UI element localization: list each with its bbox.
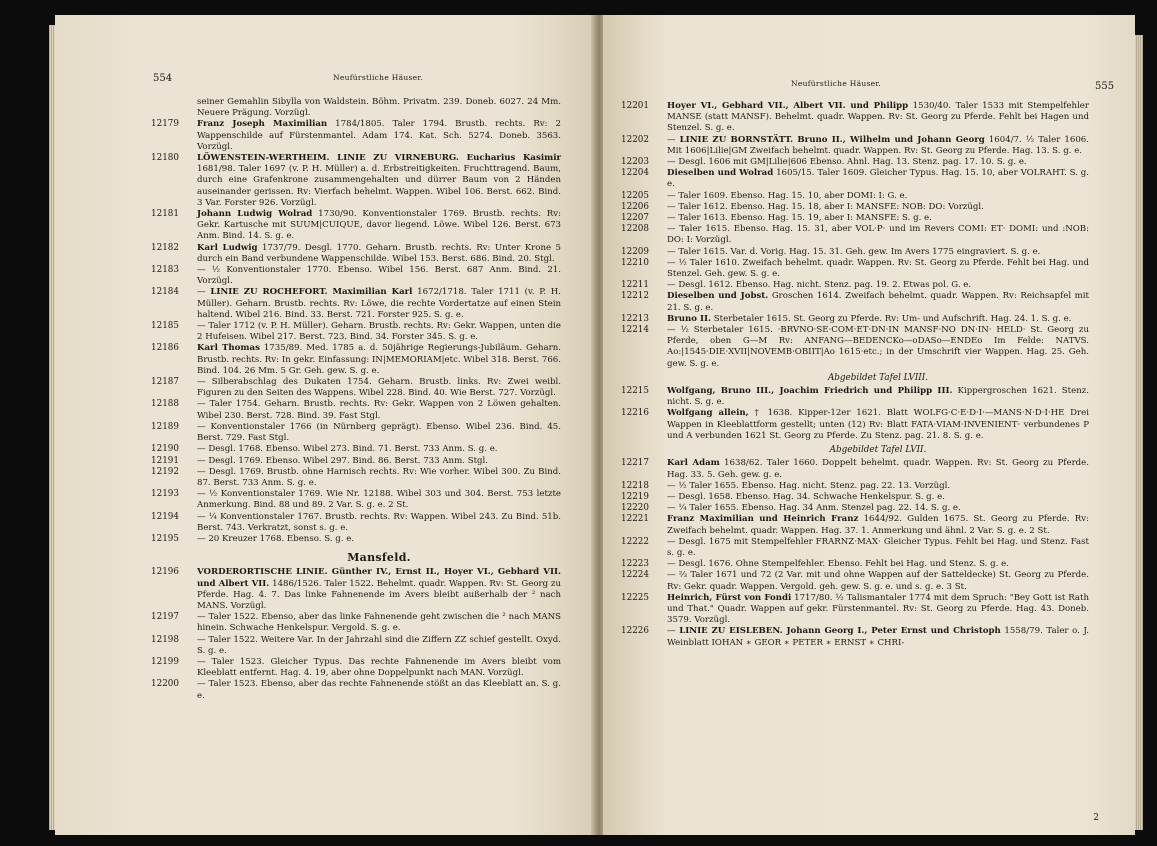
- entry-number: 12198: [151, 634, 179, 645]
- entry-number: 12185: [151, 321, 179, 332]
- entry-text: — Desgl. 1769. Brustb. ohne Harnisch rechts. Rv: Wie vorher. Wibel 300. Zu Bind. 87. Berst. 733 Anm. S. g. e.: [197, 466, 561, 488]
- entry-number: 12196: [151, 567, 179, 578]
- entry-text: — LINIE ZU BORNSTÄTT. Bruno II., Wilhelm und Johann Georg 1604/7. ½ Taler 1606. Mit 1606|Lilie|GM Zweifach behelmt. quadr. Wappen. Rv: St. Georg zu Pferde. Hag. 13. S. g. e.: [667, 134, 1089, 156]
- entry-text: — Taler 1523. Ebenso, aber das rechte Fahnenende stößt an das Kleeblatt an. S. g. e.: [197, 679, 561, 701]
- entry-number: 12217: [621, 458, 649, 469]
- catalog-entry: [151, 153, 561, 209]
- catalog-entry: [151, 456, 561, 467]
- entry-number: 12189: [151, 421, 179, 432]
- entry-number: 12204: [621, 168, 649, 179]
- entry-text: — Desgl. 1658. Ebenso. Hag. 34. Schwache Henkelspur. S. g. e.: [667, 491, 945, 502]
- catalog-entry: [621, 503, 1089, 514]
- entry-number: 12193: [151, 489, 179, 500]
- entry-number: 12187: [151, 377, 179, 388]
- entry-number: 12188: [151, 399, 179, 410]
- catalog-entry: [151, 399, 561, 421]
- entry-number: 12200: [151, 679, 179, 690]
- entry-number: 12215: [621, 386, 649, 397]
- right-entries-list-2: [621, 386, 1089, 442]
- entry-text: — ¼ Taler 1655. Ebenso. Hag. 34 Anm. Stenzel pag. 22. 14. S. g. e.: [667, 503, 961, 514]
- entry-text: Wolfgang, Bruno III., Joachim Friedrich und Philipp III. Kippergroschen 1621. Stenz. nicht. S. g. e.: [667, 386, 1089, 408]
- entry-text: Heinrich, Fürst von Fondi 1717/80. ½ Talismantaler 1774 mit dem Spruch: "Bey Gott ist Rath und That." Quadr. Wappen auf gekr. Fürstenmantel. Rv: St. Georg zu Pferde. Hag. 43. Doneb. 3579. Vorzügl.: [667, 592, 1089, 626]
- catalog-entry: [621, 291, 1089, 313]
- entry-text: — ⅔ Taler 1671 und 72 (2 Var. mit und ohne Wappen auf der Satteldecke) St. Georg zu Pferde. Rv: Gekr. quadr. Wappen. Vergold. geh. gew. S. g. e. und s. g. e. 3 St.: [667, 570, 1089, 592]
- entry-number: 12221: [621, 514, 649, 525]
- catalog-entry: [621, 202, 1089, 213]
- entry-number: 12214: [621, 325, 649, 336]
- catalog-entry: [621, 408, 1089, 442]
- catalog-entry: [621, 280, 1089, 291]
- entry-text: — Desgl. 1676. Ohne Stempelfehler. Ebenso. Fehlt bei Hag. und Stenz. S. g. e.: [667, 559, 1009, 570]
- entry-text: Bruno II. Sterbetaler 1615. St. Georg zu Pferde. Rv: Um- und Aufschrift. Hag. 24. 1. S. g. e.: [667, 313, 1072, 324]
- catalog-entry: [151, 657, 561, 679]
- entry-number: 12207: [621, 213, 649, 224]
- left-entries-list: [151, 119, 561, 545]
- entry-number: 12222: [621, 536, 649, 547]
- left-page-number: 554: [153, 73, 173, 84]
- catalog-entry: [151, 567, 561, 612]
- entry-number: 12224: [621, 570, 649, 581]
- catalog-entry: [151, 209, 561, 243]
- catalog-entry: [151, 489, 561, 511]
- entry-number: 12183: [151, 265, 179, 276]
- catalog-entry: [151, 343, 561, 377]
- entry-text: — Konventionstaler 1766 (in Nürnberg geprägt). Ebenso. Wibel 236. Bind. 45. Berst. 729. Fast Stgl.: [197, 421, 561, 444]
- left-running-head: Neufürstliche Häuser.: [333, 73, 424, 82]
- entry-text: Dieselben und Jobst. Groschen 1614. Zweifach behelmt. quadr. Wappen. Rv: Reichsapfel mit 21. S. g. e.: [667, 291, 1089, 313]
- entry-number: 12211: [621, 280, 649, 291]
- catalog-entry: [621, 135, 1089, 157]
- catalog-entry: [621, 570, 1089, 592]
- entry-text: Karl Adam 1638/62. Taler 1660. Doppelt behelmt. quadr. Wappen. Rv: St. Georg zu Pferde. Hag. 33. 5. Geh. gew. g. e.: [667, 458, 1089, 480]
- entry-text: — LINIE ZU ROCHEFORT. Maximilian Karl 1672/1718. Taler 1711 (v. P. H. Müller). Geharn. Brustb. rechts. Rv: Löwe, die rechte Vordertatze auf einen Stein haltend. Wibel 216. Bind. 33. Berst. 721. Forster 925. S. g. e.: [197, 287, 562, 320]
- left-column: [151, 97, 561, 702]
- entry-text: — Taler 1615. Var. d. Vorig. Hag. 15. 31. Geh. gew. Im Avers 1775 eingraviert. S. g. e.: [667, 246, 1041, 257]
- entry-text: — Desgl. 1612. Ebenso. Hag. nicht. Stenz. pag. 19. 2. Etwas pol. G. e.: [667, 280, 972, 291]
- right-column: [621, 101, 1089, 649]
- entry-number: 12206: [621, 201, 649, 212]
- catalog-entry: [621, 514, 1089, 536]
- entry-text: — Taler 1613. Ebenso. Hag. 15. 19, aber I: MANSFE: S. g. e.: [667, 213, 932, 224]
- entry-number: 12199: [151, 656, 179, 667]
- entry-number: 12212: [621, 291, 649, 302]
- entry-number: 12218: [621, 480, 649, 491]
- catalog-entry: [621, 593, 1089, 627]
- entry-text: — ½ Sterbetaler 1615. ·BRVNO·SE·COM·ET·DN·IN MANSF·NO DN·IN· HELD· St. Georg zu Pferde, oben G—M Rv: ANFANG—BEDENCKo—oDASo—ENDEo Im Felde: NATVS. Ao:|1545·DIE·XVII|NOVEMB·OBIIT|Ao 1615·etc.; in der Umschrift vier Wappen. Hag. 25. Geh. gew. S. g. e.: [667, 325, 1089, 369]
- entry-text: Hoyer VI., Gebhard VII., Albert VII. und Philipp 1530/40. Taler 1533 mit Stempelfehler MANSE (statt MANSF). Behelmt. quadr. Wappen. Rv: St. Georg zu Pferde. Fehlt bei Hagen und Stenzel. S. g. e.: [667, 101, 1089, 134]
- catalog-entry: [621, 213, 1089, 224]
- entry-text: — Taler 1754. Geharn. Brustb. rechts. Rv: Gekr. Wappen von 2 Löwen gehalten. Wibel 230. Berst. 728. Bind. 39. Fast Stgl.: [197, 399, 561, 421]
- entry-number: 12186: [151, 343, 179, 354]
- catalog-entry: [621, 157, 1089, 168]
- entry-number: 12205: [621, 190, 649, 201]
- entry-text: — Desgl. 1675 mit Stempelfehler FRARNZ·MAX· Gleicher Typus. Fehlt bei Hag. und Stenz. Fast s. g. e.: [667, 536, 1089, 558]
- catalog-entry: [151, 534, 561, 545]
- right-entries-list-3: [621, 458, 1089, 648]
- right-page-number: 555: [1095, 81, 1115, 92]
- entry-number: 12197: [151, 612, 179, 623]
- entry-number: 12219: [621, 491, 649, 502]
- catalog-entry: [151, 265, 561, 287]
- entry-text: Dieselben und Wolrad 1605/15. Taler 1609. Gleicher Typus. Hag. 15. 10, aber VOLRAHT. S. g. e.: [667, 168, 1089, 190]
- catalog-entry: [621, 458, 1089, 480]
- right-running-head: Neufürstliche Häuser.: [791, 79, 882, 88]
- catalog-entry: [621, 386, 1089, 408]
- entry-text: Karl Ludwig 1737/79. Desgl. 1770. Geharn. Brustb. rechts. Rv: Unter Krone 5 durch ein Band verbundene Wappenschilde. Wibel 153. Berst. 686. Bind. 20. Stgl.: [197, 242, 561, 264]
- continued-text: seiner Gemahlin Sibylla von Waldstein. Böhm. Privatm. 239. Doneb. 6027. 24 Mm. Neuere Prägung. Vorzügl.: [197, 97, 561, 119]
- entry-text: Johann Ludwig Wolrad 1730/90. Konventionstaler 1769. Brustb. rechts. Rv: Gekr. Kartusche mit SUUM|CUIQUE, davor liegend. Löwe. Wibel 126. Berst. 673 Anm. Bind. 14. S. g. e.: [197, 209, 561, 242]
- catalog-entry: [151, 377, 561, 399]
- catalog-entry: [621, 325, 1089, 370]
- catalog-entry: [151, 321, 561, 343]
- catalog-entry: [621, 626, 1089, 648]
- entry-number: 12179: [151, 119, 179, 130]
- entry-text: Franz Joseph Maximilian 1784/1805. Taler 1794. Brustb. rechts. Rv: 2 Wappenschilde auf Fürstenmantel. Adam 174. Kat. Sch. 5274. Doneb. 3563. Vorzügl.: [197, 119, 561, 152]
- entry-text: — ½ Konventionstaler 1770. Ebenso. Wibel 156. Berst. 687 Anm. Bind. 21. Vorzügl.: [197, 265, 561, 287]
- entry-text: — Taler 1609. Ebenso. Hag. 15. 10, aber DOMI: I: G. e.: [667, 190, 908, 201]
- plate-caption-1: Abgebildet Tafel LVIII.: [827, 372, 929, 383]
- catalog-entry: [621, 314, 1089, 325]
- entry-number: 12208: [621, 224, 649, 235]
- catalog-entry: [621, 247, 1089, 258]
- catalog-entry: [621, 492, 1089, 503]
- catalog-entry: [151, 467, 561, 489]
- entry-text: — Taler 1523. Gleicher Typus. Das rechte Fahnenende im Avers bleibt vom Kleeblatt entfernt. Hag. 4. 19, aber ohne Doppelpunkt nach MAN. Vorzügl.: [197, 656, 561, 679]
- catalog-entry: [621, 559, 1089, 570]
- section-heading-mansfeld: Mansfeld.: [347, 551, 411, 565]
- entry-number: 12194: [151, 511, 179, 522]
- entry-text: — ½ Taler 1655. Ebenso. Hag. nicht. Stenz. pag. 22. 13. Vorzügl.: [667, 480, 951, 491]
- catalog-entry: [621, 168, 1089, 190]
- entry-text: LÖWENSTEIN-WERTHEIM. LINIE ZU VIRNEBURG. Eucharius Kasimir 1681/98. Taler 1697 (v. P. H. Müller) a. d. Erbstreitigkeiten. Fruchttragend. Baum, durch eine Grafenkrone zusammengehalten und dürrer Baum von 2 Händen auseinander gerissen. Rv: Vierfach behelmt. Wappen. Wibel 106. Berst. 662. Bind. 3 Var. Forster 926. Vorzügl.: [197, 153, 561, 208]
- entry-text: — LINIE ZU EISLEBEN. Johann Georg I., Peter Ernst und Christoph 1558/79. Taler o. J. Weinblatt IOHAN ∗ GEOR ∗ PETER ∗ ERNST ∗ CHRI-: [667, 626, 1089, 648]
- right-page: [603, 15, 1135, 835]
- catalog-entry: [151, 444, 561, 455]
- entry-number: 12181: [151, 209, 179, 220]
- catalog-entry: [621, 537, 1089, 559]
- catalog-entry: [621, 191, 1089, 202]
- catalog-entry: [151, 679, 561, 701]
- catalog-entry: [151, 287, 561, 321]
- catalog-entry: [151, 512, 561, 534]
- signature-mark: 2: [1093, 813, 1099, 823]
- entry-number: 12210: [621, 257, 649, 268]
- entry-text: — Taler 1522. Ebenso, aber das linke Fahnenende geht zwischen die ² nach MANS hinein. Schwache Henkelspur. Vergold. S. g. e.: [197, 612, 561, 634]
- left-page: [55, 15, 595, 835]
- left-entries-list-2: [151, 567, 561, 701]
- entry-number: 12192: [151, 466, 179, 477]
- entry-number: 12180: [151, 153, 179, 164]
- entry-text: — Desgl. 1768. Ebenso. Wibel 273. Bind. 71. Berst. 733 Anm. S. g. e.: [197, 444, 498, 455]
- entry-text: — Taler 1615. Ebenso. Hag. 15. 31, aber VOL·P· und im Revers COMI: ET· DOMI: und :NOB: DO: I: Vorzügl.: [667, 224, 1089, 246]
- entry-text: — ½ Taler 1610. Zweifach behelmt. quadr. Wappen. Rv: St. Georg zu Pferde. Fehlt bei Hag. und Stenzel. Geh. gew. S. g. e.: [667, 257, 1089, 280]
- entry-text: — Taler 1612. Ebenso. Hag. 15. 18, aber I: MANSFE: NOB: DO: Vorzügl.: [667, 201, 984, 212]
- entry-number: 12209: [621, 246, 649, 257]
- plate-caption-2: Abgebildet Tafel LVII.: [829, 445, 927, 456]
- entry-number: 12226: [621, 626, 649, 637]
- entry-number: 12184: [151, 287, 179, 298]
- catalog-entry: [151, 243, 561, 265]
- entry-number: 12223: [621, 559, 649, 570]
- entry-text: — Desgl. 1769. Ebenso. Wibel 297. Bind. 86. Berst. 733 Anm. Stgl.: [197, 455, 489, 466]
- entry-number: 12213: [621, 313, 649, 324]
- entry-number: 12202: [621, 134, 649, 145]
- entry-number: 12195: [151, 533, 179, 544]
- entry-text: — Taler 1712 (v. P. H. Müller). Geharn. Brustb. rechts. Rv: Gekr. Wappen, unten die 2 Hufeisen. Wibel 217. Berst. 723. Bind. 34. Forster 345. S. g. e.: [197, 321, 561, 343]
- entry-text: VORDERORTISCHE LINIE. Günther IV., Ernst II., Hoyer VI., Gebhard VII. und Albert VII. 1486/1526. Taler 1522. Behelmt. quadr. Wappen. Rv: St. Georg zu Pferde. Hag. 4. 7. Das linke Fahnenende im Avers bleibt außerhalb der ² nach MANS. Vorzügl.: [197, 567, 561, 611]
- entry-text: — Taler 1522. Weitere Var. In der Jahrzahl sind die Ziffern ZZ schief gestellt. Oxyd. S. g. e.: [197, 634, 561, 656]
- entry-text: Wolfgang allein, † 1638. Kipper-12er 1621. Blatt WOLFG·C·E·D·I·—MANS·N·D·I·HE Drei Wappen in Kleeblattform gestellt; unten (12) Rv: Blatt FATA·VIAM·INVENIENT· verbundenes P und A verbunden 1621 St. Georg zu Pferde. Zu Stenz. pag. 21. 8. S. g. e.: [667, 408, 1089, 441]
- catalog-entry: [151, 422, 561, 444]
- catalog-entry: [151, 612, 561, 634]
- entry-number: 12220: [621, 503, 649, 514]
- entry-number: 12203: [621, 157, 649, 168]
- entry-number: 12216: [621, 408, 649, 419]
- entry-text: Franz Maximilian und Heinrich Franz 1644/92. Gulden 1675. St. Georg zu Pferde. Rv: Zweifach behelmt. quadr. Wappen. Hag. 37. 1. Anmerkung und ähnl. 2 Var. S. g. e. 2 St.: [667, 514, 1089, 536]
- catalog-entry: [151, 635, 561, 657]
- right-entries-list: [621, 101, 1089, 370]
- catalog-entry: [621, 481, 1089, 492]
- entry-text: Karl Thomas 1735/89. Med. 1785 a. d. 50jährige Regierungs-Jubiläum. Geharn. Brustb. rechts. Rv: In gekr. Einfassung: IN|MEMORIAM|etc. Wibel 318. Berst. 766. Bind. 104. 26 Mm. 5 Gr. Geh. gew. S. g. e.: [197, 343, 561, 376]
- catalog-entry: [621, 258, 1089, 280]
- catalog-entry: [621, 101, 1089, 135]
- entry-text: — ¼ Konventionstaler 1767. Brustb. rechts. Rv: Wappen. Wibel 243. Zu Bind. 51b. Berst. 743. Verkratzt, sonst s. g. e.: [197, 511, 561, 533]
- open-book: [55, 15, 1135, 835]
- entry-number: 12191: [151, 455, 179, 466]
- entry-number: 12182: [151, 242, 179, 253]
- catalog-entry: [151, 119, 561, 153]
- entry-text: — 20 Kreuzer 1768. Ebenso. S. g. e.: [197, 533, 355, 544]
- catalog-entry: [621, 224, 1089, 246]
- entry-number: 12225: [621, 592, 649, 603]
- entry-text: — Silberabschlag des Dukaten 1754. Geharn. Brustb. links. Rv: Zwei weibl. Figuren zu den Seiten des Wappens. Wibel 228. Bind. 40. Wie Berst. 727. Vorzügl.: [197, 377, 561, 399]
- entry-text: — Desgl. 1606 mit GM|Lilie|606 Ebenso. Ahnl. Hag. 13. Stenz. pag. 17. 10. S. g. e.: [667, 157, 1027, 168]
- entry-text: — ½ Konventionstaler 1769. Wie Nr. 12188. Wibel 303 und 304. Berst. 753 letzte Anmerkung. Bind. 88 und 89. 2 Var. S. g. e. 2 St.: [197, 489, 561, 511]
- entry-number: 12190: [151, 444, 179, 455]
- entry-number: 12201: [621, 101, 649, 111]
